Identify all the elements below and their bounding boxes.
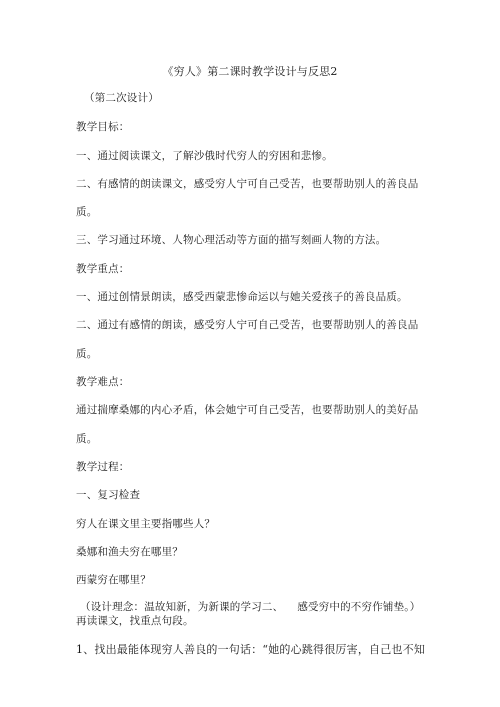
design-note-part-b: 感受穷中的不穷作铺垫。） [297, 601, 421, 613]
question-2: 桑娜和渔夫穷在哪里？ [76, 546, 183, 558]
design-note-line-1 [80, 600, 420, 614]
goal-1: 一、通过阅读课文，了解沙俄时代穷人的穷困和悲惨。 [76, 150, 333, 162]
question-1: 穷人在课文里主要指哪些人？ [76, 518, 216, 530]
design-note-part-a: （设计理念：温故知新，为新课的学习二、 [80, 601, 284, 613]
question-3: 西蒙穷在哪里？ [76, 574, 151, 586]
document-title: 《穷人》第二课时教学设计与反思2 [162, 65, 338, 78]
step-1: 一、复习检查 [76, 489, 141, 501]
difficulty-line-1: 通过揣摩桑娜的内心矛盾，体会她宁可自己受苦，也要帮助别人的美好品 [76, 404, 419, 416]
goal-3: 三、学习通过环境、人物心理活动等方面的描写刻画人物的方法。 [76, 234, 387, 246]
process-heading: 教学过程： [76, 461, 130, 473]
design-subtitle: （第二次设计） [84, 92, 159, 104]
goal-2-line-2: 质。 [76, 206, 98, 218]
keypoints-heading: 教学重点： [76, 263, 130, 275]
goal-2-line-1: 二、有感情的朗读课文，感受穷人宁可自己受苦，也要帮助别人的善良品 [76, 178, 419, 190]
keypoint-1: 一、通过创情景朗读，感受西蒙悲惨命运以与她关爱孩子的善良品质。 [76, 291, 408, 303]
difficulty-line-2: 质。 [76, 433, 98, 445]
task-1: 1、找出最能体现穷人善良的一句话：“她的心跳得很厉害，自己也不知 [76, 643, 426, 656]
goals-heading: 教学目标： [76, 121, 130, 133]
keypoint-2-line-2: 质。 [76, 348, 98, 360]
difficulty-heading: 教学难点： [76, 376, 130, 388]
design-note-line-2: 再读课文，找重点句段。 [76, 615, 194, 627]
keypoint-2-line-1: 二、通过有感情的朗读，感受穷人宁可自己受苦，也要帮助别人的善良品 [76, 319, 419, 331]
